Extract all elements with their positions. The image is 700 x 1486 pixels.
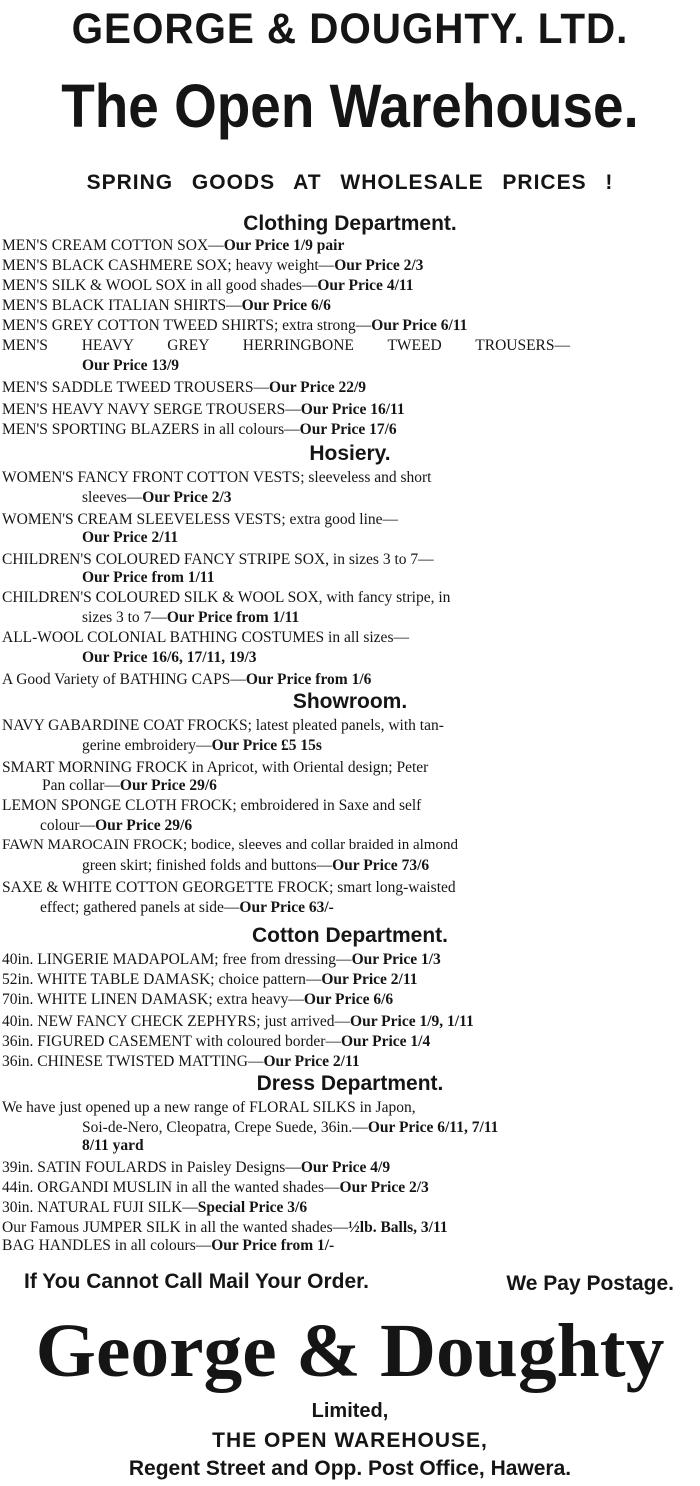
- warehouse-tagline: The Open Warehouse.: [61, 72, 639, 140]
- list-item: CHILDREN'S COLOURED FANCY STRIPE SOX, in sizes 3 to 7—: [2, 551, 434, 568]
- list-item: 8/11 yard: [82, 1137, 144, 1154]
- company-heading: GEORGE & DOUGHTY. LTD.: [71, 5, 629, 53]
- limited-label: Limited,: [311, 1400, 389, 1422]
- list-item: Our Price from 1/11: [82, 569, 215, 586]
- list-item: Our Price 2/11: [82, 529, 179, 546]
- list-item: 52in. WHITE TABLE DAMASK; choice pattern—Our Price 2/11: [2, 971, 418, 988]
- spring-goods-subheading: SPRING GOODS AT WHOLESALE PRICES !: [86, 171, 614, 194]
- list-item: FAWN MAROCAIN FROCK; bodice, sleeves and collar braided in almond: [2, 837, 458, 853]
- list-item: 44in. ORGANDI MUSLIN in all the wanted shades—Our Price 2/3: [2, 1179, 429, 1196]
- list-item: LEMON SPONGE CLOTH FROCK; embroidered in Saxe and self: [2, 797, 422, 814]
- list-item: Soi-de-Nero, Cleopatra, Crepe Suede, 36in.—Our Price 6/11, 7/11: [82, 1119, 499, 1136]
- list-item: WOMEN'S CREAM SLEEVELESS VESTS; extra good line—: [2, 511, 399, 528]
- list-item: CHILDREN'S COLOURED SILK & WOOL SOX, with fancy stripe, in: [2, 589, 451, 606]
- list-item: MEN'S SPORTING BLAZERS in all colours—Our Price 17/6: [2, 421, 397, 438]
- list-item: Our Famous JUMPER SILK in all the wanted shades—½lb. Balls, 3/11: [2, 1219, 448, 1236]
- list-item: 36in. CHINESE TWISTED MATTING—Our Price 2/11: [2, 1053, 360, 1070]
- list-item: 30in. NATURAL FUJI SILK—Special Price 3/6: [2, 1199, 308, 1216]
- list-item: MEN'S BLACK CASHMERE SOX; heavy weight—Our Price 2/3: [2, 257, 424, 274]
- store-name: George & Doughty: [35, 1309, 665, 1393]
- list-item: Pan collar—Our Price 29/6: [42, 777, 217, 794]
- list-item: sleeves—Our Price 2/3: [82, 489, 232, 506]
- list-item: sizes 3 to 7—Our Price from 1/11: [82, 609, 300, 626]
- list-item: MEN'S HEAVY NAVY SERGE TROUSERS—Our Price 16/11: [2, 401, 405, 418]
- list-item: 40in. LINGERIE MADAPOLAM; free from dressing—Our Price 1/3: [2, 951, 441, 968]
- list-item: BAG HANDLES in all colours—Our Price from 1/-: [2, 1237, 335, 1254]
- list-item: SMART MORNING FROCK in Apricot, with Oriental design; Peter: [2, 759, 429, 776]
- list-item: colour—Our Price 29/6: [40, 817, 193, 834]
- list-item: 36in. FIGURED CASEMENT with coloured border—Our Price 1/4: [2, 1033, 431, 1050]
- hosiery-section-title: Hosiery.: [309, 442, 391, 465]
- list-item: gerine embroidery—Our Price £5 15s: [82, 737, 322, 754]
- list-item: NAVY GABARDINE COAT FROCKS; latest pleated panels, with tan-: [2, 717, 444, 734]
- list-item: MEN'S SADDLE TWEED TROUSERS—Our Price 22/9: [2, 379, 367, 396]
- list-item: A Good Variety of BATHING CAPS—Our Price from 1/6: [2, 671, 372, 688]
- list-item: MEN'S SILK & WOOL SOX in all good shades—Our Price 4/11: [2, 277, 414, 294]
- list-item: MEN'S HEAVY GREY HERRINGBONE TWEED TROUSERS—: [2, 337, 571, 354]
- cotton-section-title: Cotton Department.: [252, 924, 448, 947]
- clothing-section-title: Clothing Department.: [243, 212, 457, 235]
- list-item: 39in. SATIN FOULARDS in Paisley Designs—Our Price 4/9: [2, 1159, 391, 1176]
- showroom-section-title: Showroom.: [292, 690, 408, 713]
- list-item: ALL-WOOL COLONIAL BATHING COSTUMES in all sizes—: [2, 629, 409, 646]
- list-item: Our Price 13/9: [82, 357, 179, 374]
- postage-notice: We Pay Postage.: [506, 1272, 674, 1295]
- dress-section-title: Dress Department.: [256, 1072, 444, 1095]
- list-item: SAXE & WHITE COTTON GEORGETTE FROCK; smart long-waisted: [2, 879, 456, 896]
- list-item: 70in. WHITE LINEN DAMASK; extra heavy—Our Price 6/6: [2, 991, 394, 1008]
- list-item: green skirt; finished folds and buttons—Our Price 73/6: [82, 857, 430, 874]
- list-item: WOMEN'S FANCY FRONT COTTON VESTS; sleeveless and short: [2, 469, 432, 486]
- mail-order-notice: If You Cannot Call Mail Your Order.: [24, 1270, 369, 1293]
- list-item: effect; gathered panels at side—Our Price 63/-: [40, 899, 334, 916]
- list-item: 40in. NEW FANCY CHECK ZEPHYRS; just arrived—Our Price 1/9, 1/11: [2, 1013, 474, 1030]
- list-item: MEN'S CREAM COTTON SOX—Our Price 1/9 pair: [2, 237, 345, 254]
- list-item: MEN'S GREY COTTON TWEED SHIRTS; extra strong—Our Price 6/11: [2, 317, 468, 334]
- warehouse-label: THE OPEN WAREHOUSE,: [212, 1429, 488, 1452]
- list-item: We have just opened up a new range of FLORAL SILKS in Japon,: [2, 1099, 416, 1116]
- address-label: Regent Street and Opp. Post Office, Hawera.: [128, 1457, 572, 1480]
- list-item: MEN'S BLACK ITALIAN SHIRTS—Our Price 6/6: [2, 297, 331, 314]
- list-item: Our Price 16/6, 17/11, 19/3: [82, 649, 257, 666]
